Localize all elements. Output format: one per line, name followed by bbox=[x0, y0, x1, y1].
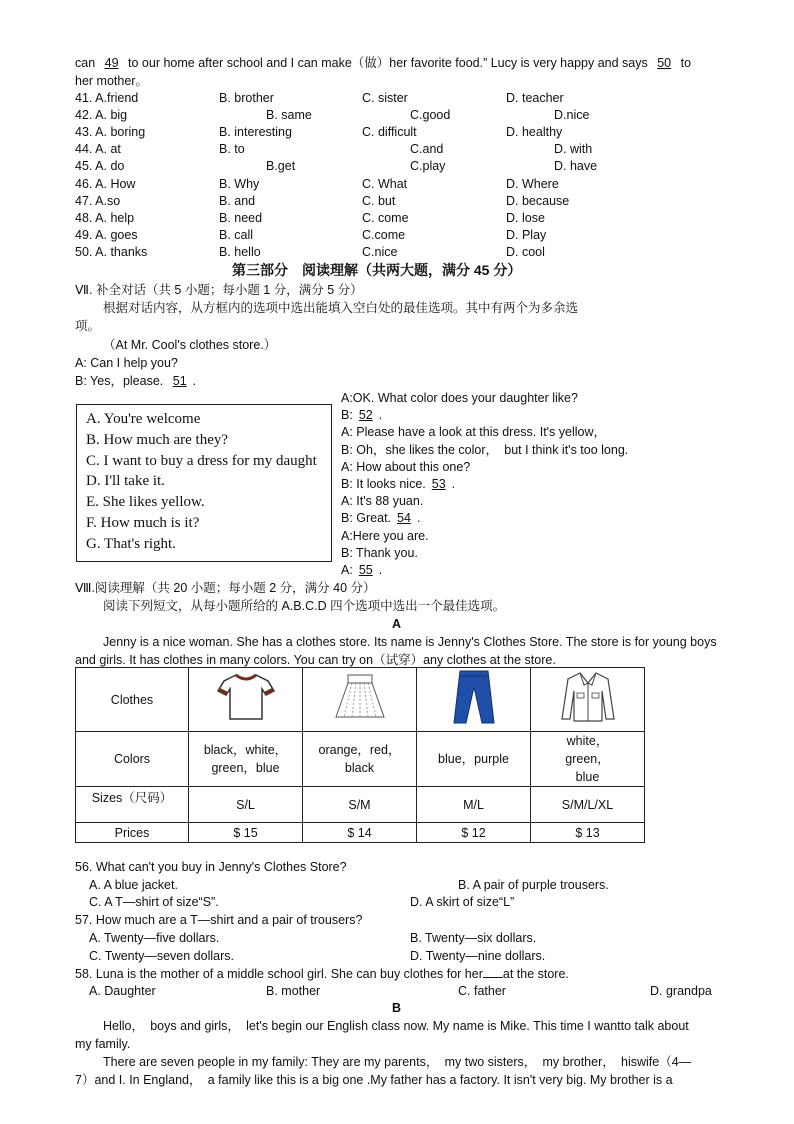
blank-58 bbox=[483, 965, 503, 978]
trousers-icon bbox=[444, 669, 504, 725]
dialog-option: E. She likes yellow. bbox=[86, 494, 205, 511]
passage-b-text: Hello， boys and girls， let's begin our English class now. My name is Mike. This time I wantto talk about bbox=[103, 1019, 689, 1033]
row-label-clothes: Clothes bbox=[76, 668, 189, 732]
mc-option: C.play bbox=[410, 159, 446, 174]
mc-option: D. with bbox=[554, 142, 593, 157]
q56-option-d: D. A skirt of size“L” bbox=[410, 895, 515, 909]
dialog-line: B: 52 . bbox=[341, 408, 383, 423]
mc-option: D. have bbox=[554, 159, 598, 174]
clothes-table bbox=[75, 667, 645, 843]
blank-53: 53 bbox=[431, 477, 446, 491]
dialog-option: G. That's right. bbox=[86, 535, 176, 552]
dialog-option: A. You're welcome bbox=[86, 411, 201, 427]
mc-option: C.good bbox=[410, 108, 451, 123]
section7-instructions-cont: 项。 bbox=[75, 319, 101, 333]
passage-b-text: my family. bbox=[75, 1037, 131, 1051]
row-label-colors: Colors bbox=[76, 732, 189, 787]
t-shirt-icon bbox=[216, 671, 276, 723]
passage-a-text: and girls. It has clothes in many colors. You can try on（试穿）any clothes at the store. bbox=[75, 653, 556, 667]
mc-option: D. because bbox=[506, 193, 570, 208]
blank-52: 52 bbox=[358, 408, 373, 423]
skirt-icon bbox=[330, 671, 390, 723]
mc-option: B. hello bbox=[219, 244, 261, 259]
cloze-passage-line: her mother。 bbox=[75, 74, 148, 88]
colors-cell: blue，purple bbox=[417, 732, 531, 787]
dialog-line: A: It's 88 yuan. bbox=[341, 494, 424, 509]
cloze-passage-line: can 49 to our home after school and I can make（做）her favorite food.” Lucy is very happy and says 50 to bbox=[75, 56, 692, 70]
q57-option-d: D. Twenty—nine dollars. bbox=[410, 949, 546, 963]
mc-option: B. to bbox=[219, 142, 245, 157]
passage-b-text: 7）and I. In England， a family like this is a big one .My father has a factory. It isn't very big. My brother is a bbox=[75, 1073, 673, 1087]
mc-option: C. difficult bbox=[362, 125, 417, 140]
mc-option: 44. A. at bbox=[75, 142, 121, 157]
mc-option: D. lose bbox=[506, 210, 545, 225]
price-cell: $ 14 bbox=[303, 823, 417, 843]
jacket-icon bbox=[558, 669, 618, 725]
size-cell: S/L bbox=[189, 787, 303, 823]
mc-option: B. same bbox=[266, 108, 312, 123]
options-box bbox=[76, 404, 332, 562]
mc-option: 42. A. big bbox=[75, 108, 128, 123]
mc-option: C.and bbox=[410, 142, 444, 157]
question-58: 58. Luna is the mother of a middle school girl. She can buy clothes for her at the store. bbox=[75, 967, 569, 981]
blank-54: 54 bbox=[397, 511, 411, 526]
mc-option: 49. A. goes bbox=[75, 227, 138, 242]
mc-option: 47. A.so bbox=[75, 193, 121, 208]
price-cell: $ 13 bbox=[531, 823, 645, 843]
q57-option-c: C. Twenty—seven dollars. bbox=[89, 949, 234, 963]
section8-instructions: 阅读下列短文，从每小题所给的 A.B.C.D 四个选项中选出一个最佳选项。 bbox=[103, 599, 506, 613]
mc-option: D.nice bbox=[554, 108, 590, 123]
colors-cell: black，white， green，blue bbox=[189, 732, 303, 787]
mc-option: C.nice bbox=[362, 244, 398, 259]
passage-a-label: A bbox=[392, 617, 402, 631]
dialog-line: B: Thank you. bbox=[341, 545, 418, 560]
part3-title: 第三部分 阅读理解（共两大题，满分 45 分） bbox=[232, 262, 522, 278]
mc-option: B. and bbox=[219, 193, 256, 208]
mc-option: B.get bbox=[266, 159, 296, 174]
dialog-line: B: Great. 54 . bbox=[341, 511, 421, 526]
price-cell: $ 15 bbox=[189, 823, 303, 843]
mc-option: 43. A. boring bbox=[75, 125, 146, 140]
trousers-cell bbox=[417, 668, 531, 732]
blank-55: 55 bbox=[358, 563, 373, 577]
dialog-line: B: It looks nice. 53 . bbox=[341, 477, 456, 491]
section7-instructions: 根据对话内容，从方框内的选项中选出能填入空白处的最佳选项。其中有两个为多余选 bbox=[103, 301, 579, 315]
mc-option: C. sister bbox=[362, 91, 408, 105]
dialog-option: F. How much is it? bbox=[86, 515, 200, 531]
skirt-cell bbox=[303, 668, 417, 732]
question-56: 56. What can't you buy in Jenny's Clothes Store? bbox=[75, 860, 347, 874]
mc-option: 50. A. thanks bbox=[75, 244, 148, 259]
mc-option: C. come bbox=[362, 210, 409, 225]
jacket-cell bbox=[531, 668, 645, 732]
row-label-prices: Prices bbox=[76, 823, 189, 843]
mc-option: B. call bbox=[219, 227, 254, 242]
blank-51: 51 bbox=[172, 374, 187, 388]
mc-option: 48. A. help bbox=[75, 210, 135, 225]
size-cell: S/M bbox=[303, 787, 417, 823]
mc-option: D. teacher bbox=[506, 91, 564, 105]
colors-cell: orange，red， black bbox=[303, 732, 417, 787]
mc-option: 46. A. How bbox=[75, 176, 136, 191]
q56-option-a: A. A blue jacket. bbox=[89, 878, 178, 892]
mc-option: C.come bbox=[362, 227, 406, 242]
dialog-option: D. I'll take it. bbox=[86, 473, 165, 490]
mc-option: D. Where bbox=[506, 176, 559, 191]
dialog-option: B. How much are they? bbox=[86, 431, 229, 448]
dialog-line: A:Here you are. bbox=[341, 528, 429, 543]
question-57: 57. How much are a T—shirt and a pair of trousers? bbox=[75, 913, 363, 927]
dialog-line: A: How about this one? bbox=[341, 459, 471, 474]
mc-option: B. need bbox=[219, 210, 263, 225]
q58-option-d: D. grandpa bbox=[650, 984, 712, 998]
dialog-line: A:OK. What color does your daughter like? bbox=[341, 391, 578, 405]
passage-a-text: Jenny is a nice woman. She has a clothes store. Its name is Jenny's Clothes Store. The store is for young boys bbox=[103, 635, 717, 649]
dialog-line: A: Please have a look at this dress. It's yellow， bbox=[341, 425, 607, 440]
mc-option: C. What bbox=[362, 176, 408, 191]
dialog-line: A: Can I help you? bbox=[75, 356, 178, 370]
mc-option: B. Why bbox=[219, 176, 260, 191]
q56-option-c: C. A T—shirt of size“S”. bbox=[89, 895, 219, 909]
mc-option: C. but bbox=[362, 193, 396, 208]
mc-option: 45. A. do bbox=[75, 159, 125, 174]
mc-option: D. healthy bbox=[506, 125, 563, 140]
dialog-line: B: Yes，please. 51 . bbox=[75, 374, 197, 388]
dialog-line: B: Oh，she likes the color， but I think it's too long. bbox=[341, 442, 629, 457]
dialog-option: C. I want to buy a dress for my daught bbox=[86, 452, 317, 469]
row-label-sizes: Sizes（尺码） bbox=[76, 787, 189, 823]
blank-49: 49 bbox=[104, 56, 119, 70]
size-cell: M/L bbox=[417, 787, 531, 823]
blank-50: 50 bbox=[657, 56, 672, 70]
q58-option-a: A. Daughter bbox=[89, 984, 156, 998]
mc-option: D. cool bbox=[506, 244, 545, 259]
price-cell: $ 12 bbox=[417, 823, 531, 843]
section8-title: Ⅷ.阅读理解（共 20 小题；每小题 2 分，满分 40 分） bbox=[75, 581, 376, 595]
q58-option-b: B. mother bbox=[266, 984, 321, 998]
mc-option: B. brother bbox=[219, 91, 274, 105]
mc-option: 41. A.friend bbox=[75, 91, 139, 105]
section7-title: Ⅶ. 补全对话（共 5 小题；每小题 1 分，满分 5 分） bbox=[75, 283, 363, 297]
passage-b-text: There are seven people in my family: They are my parents， my two sisters， my brother， hiswife（4— bbox=[103, 1055, 692, 1069]
q57-option-b: B. Twenty—six dollars. bbox=[410, 931, 537, 945]
mc-option: B. interesting bbox=[219, 125, 292, 140]
colors-cell: white， green， blue bbox=[531, 732, 645, 787]
size-cell: S/M/L/XL bbox=[531, 787, 645, 823]
tshirt-cell bbox=[189, 668, 303, 732]
q58-option-c: C. father bbox=[458, 984, 506, 998]
q56-option-b: B. A pair of purple trousers. bbox=[458, 878, 609, 892]
q57-option-a: A. Twenty—five dollars. bbox=[89, 931, 220, 945]
mc-option: D. Play bbox=[506, 227, 547, 242]
dialog-setting: （At Mr. Cool's clothes store.） bbox=[103, 338, 277, 352]
dialog-line: A: 55 . bbox=[341, 563, 383, 577]
passage-b-label: B bbox=[392, 1001, 402, 1015]
